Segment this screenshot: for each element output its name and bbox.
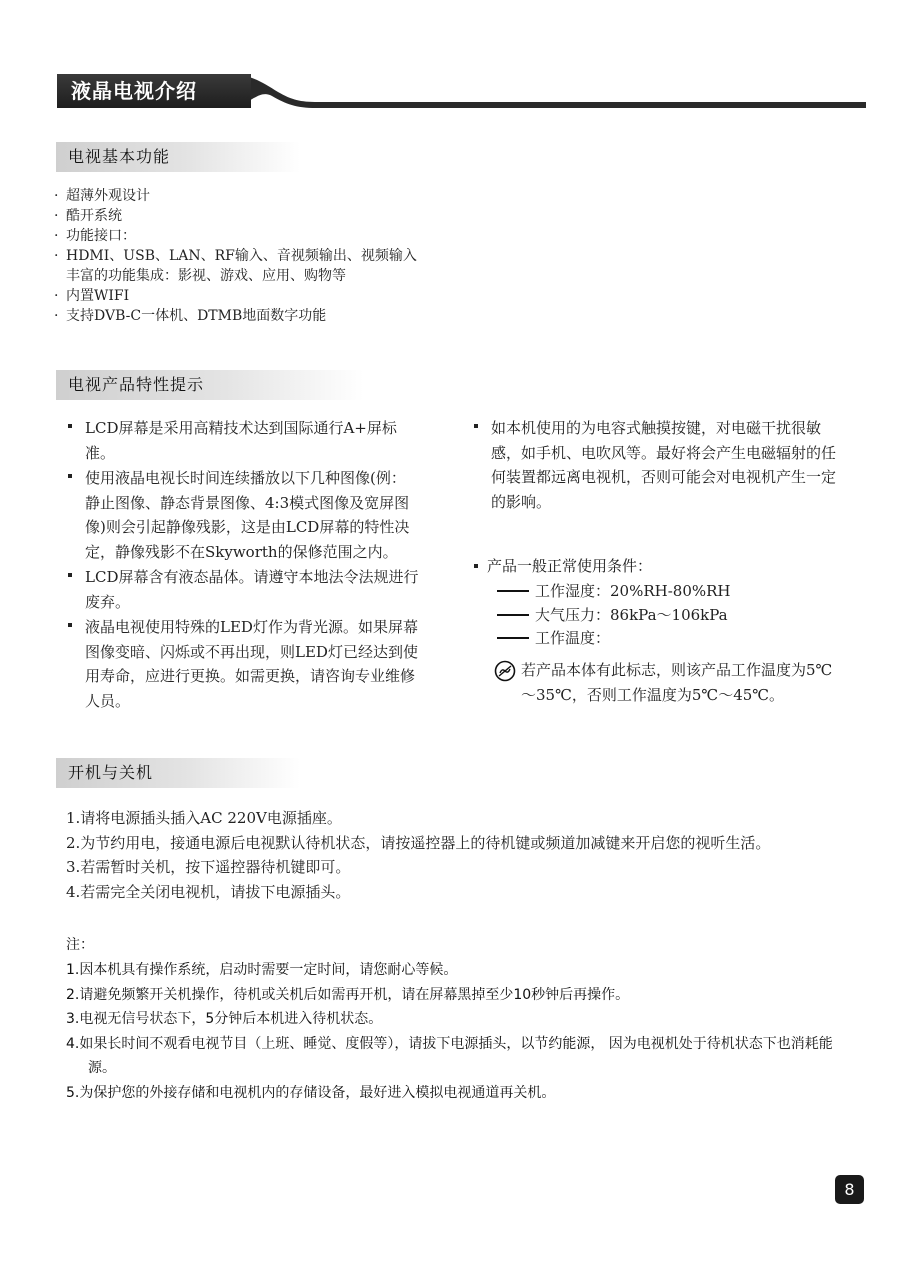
list-item: 使用液晶电视长时间连续播放以下几种图像(例：静止图像、静态背景图像、4:3模式图像及宽屏图像)则会引起静像残影，这是由LCD屏幕的特性决定，静像残影不在Skyworth的保修范围之内。 xyxy=(68,466,420,564)
list-item: · 支持DVB-C一体机、DTMB地面数字功能 xyxy=(54,306,474,326)
page-title: 液晶电视介绍 xyxy=(57,74,251,108)
bullet-icon xyxy=(474,424,478,428)
bullet-icon xyxy=(474,564,478,568)
note-label: 注： xyxy=(66,937,94,953)
bullet-icon xyxy=(68,424,72,428)
temperature-note: 若产品本体有此标志，则该产品工作温度为5℃～35℃，否则工作温度为5℃～45℃。 xyxy=(521,661,833,704)
list-item: LCD屏幕含有液态晶体。请遵守本地法令法规进行废弃。 xyxy=(68,565,420,614)
condition-pressure: 大气压力：86kPa～106kPa xyxy=(497,604,857,628)
section-header-power-on-off: 开机与关机 xyxy=(56,758,300,788)
section-header-basic-functions: 电视基本功能 xyxy=(56,142,300,172)
product-features-left-column xyxy=(68,416,420,713)
list-item: 1.因本机具有操作系统，启动时需要一定时间，请您耐心等候。 xyxy=(66,962,458,978)
list-item: · HDMI、USB、LAN、RF输入、音视频输出、视频输入 xyxy=(54,246,474,266)
power-steps xyxy=(66,806,846,904)
conditions-title: 产品一般正常使用条件： xyxy=(474,554,854,578)
list-item: · 超薄外观设计 xyxy=(54,186,474,206)
bullet-icon xyxy=(68,623,72,627)
list-item: 2.为节约用电，接通电源后电视默认待机状态，请按遥控器上的待机键或频道加减键来开启您的视听生活。 xyxy=(66,833,771,852)
dash-icon xyxy=(497,614,529,616)
conditions-list xyxy=(497,580,857,651)
list-item-continuation: 丰富的功能集成：影视、游戏、应用、购物等 xyxy=(66,268,346,284)
dash-icon xyxy=(497,590,529,592)
list-item: 4.若需完全关闭电视机，请拔下电源插头。 xyxy=(66,882,351,901)
section-header-product-features: 电视产品特性提示 xyxy=(56,370,364,400)
list-item: · 内置WIFI xyxy=(54,286,474,306)
list-item: · 酷开系统 xyxy=(54,206,474,226)
temperature-mark-icon xyxy=(494,660,516,686)
list-item: 3.若需暂时关机，按下遥控器待机键即可。 xyxy=(66,858,351,876)
bullet-icon xyxy=(68,474,72,478)
bullet-icon xyxy=(68,573,72,577)
page-number-badge: 8 xyxy=(835,1175,864,1204)
list-item: 4.如果长时间不观看电视节目（上班、睡觉、度假等），请拔下电源插头，以节约能源， 因为电视机处于待机状态下也消耗能源。 xyxy=(66,1035,833,1076)
product-features-right-column xyxy=(474,416,844,514)
usage-conditions xyxy=(474,554,854,578)
list-item: LCD屏幕是采用高精技术达到国际通行A+屏标准。 xyxy=(68,416,420,465)
condition-humidity: 工作湿度：20%RH-80%RH xyxy=(497,580,857,604)
list-item: 2.请避免频繁开关机操作，待机或关机后如需再开机，请在屏幕黑掉至少10秒钟后再操作。 xyxy=(66,986,630,1003)
list-item: 液晶电视使用特殊的LED灯作为背光源。如果屏幕图像变暗、闪烁或不再出现，则LED灯已经达到使用寿命，应进行更换。如需更换，请咨询专业维修人员。 xyxy=(68,615,420,713)
condition-temperature: 工作温度： xyxy=(497,627,857,651)
list-item: 3.电视无信号状态下，5分钟后本机进入待机状态。 xyxy=(66,1011,383,1027)
list-item: 1.请将电源插头插入AC 220V电源插座。 xyxy=(66,809,342,827)
basic-functions-list xyxy=(54,186,474,326)
list-item: · 功能接口： xyxy=(54,226,474,246)
list-item: 如本机使用的为电容式触摸按键，对电磁干扰很敏感，如手机、电吹风等。最好将会产生电磁辐射的任何装置都远离电视机，否则可能会对电视机产生一定的影响。 xyxy=(474,416,844,514)
dash-icon xyxy=(497,637,529,639)
list-item: 5.为保护您的外接存储和电视机内的存储设备，最好进入模拟电视通道再关机。 xyxy=(66,1084,556,1101)
power-notes xyxy=(66,958,846,1105)
